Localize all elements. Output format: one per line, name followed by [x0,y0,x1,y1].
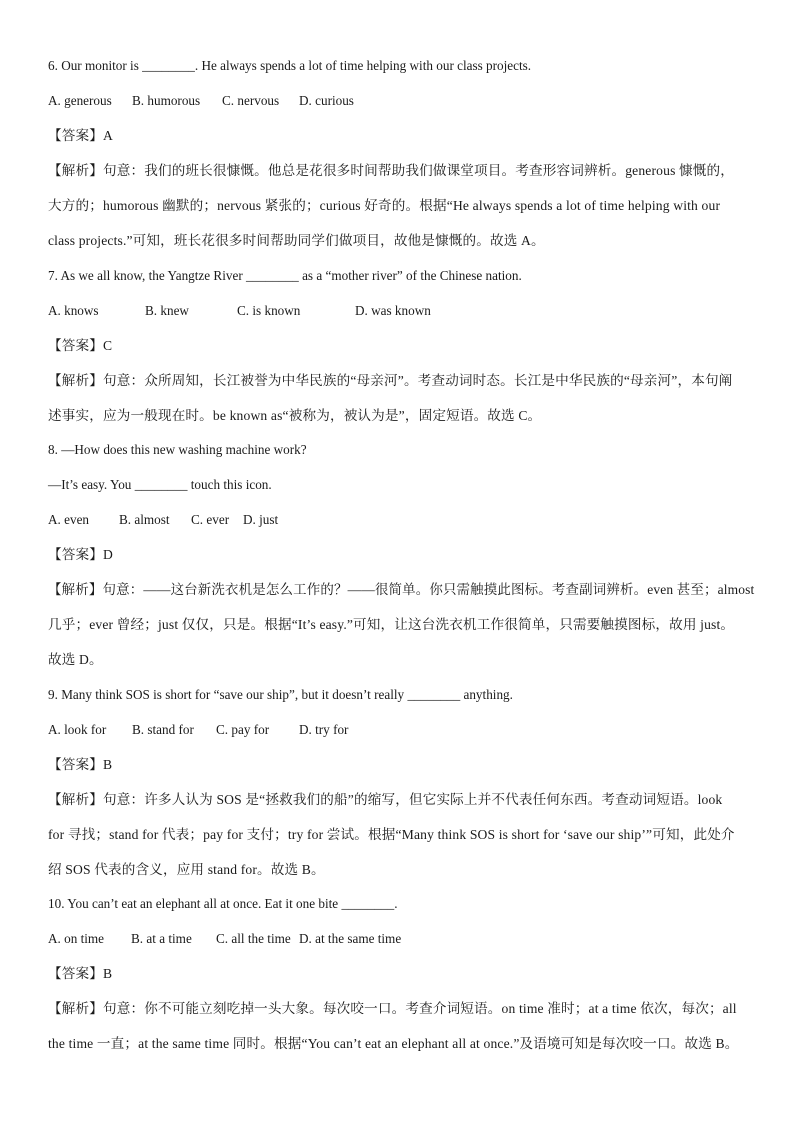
question-7-analysis-line-1: 【解析】句意：众所周知，长江被誉为中华民族的“母亲河”。考查动词时态。长江是中华民族的“母亲河”，本句阐 [48,373,733,388]
option-d: D. try for [299,722,349,737]
question-8-analysis-line-3: 故选 D。 [48,652,103,667]
option-c: C. ever [191,512,230,527]
question-6-analysis-line-2: 大方的；humorous 幽默的；nervous 紧张的；curious 好奇的。根据“He always spends a lot of time helping with our [48,198,721,213]
option-c: C. nervous [222,93,280,108]
option-a: A. even [48,512,90,527]
option-c: C. is known [237,303,301,318]
option-a: A. look for [48,722,107,737]
question-6-analysis-line-1: 【解析】句意：我们的班长很慷慨。他总是花很多时间帮助我们做课堂项目。考查形容词辨析。generous 慷慨的， [48,163,735,178]
question-6-answer: 【答案】A [48,128,113,143]
question-9-options [48,721,348,739]
question-10-options [48,930,401,948]
question-10-analysis-line-2: the time 一直；at the same time 同时。根据“You can’t eat an elephant all at once.”及语境可知是每次咬一口。故选 B。 [48,1036,739,1051]
option-c: C. all the time [216,931,291,946]
question-9-analysis-line-2: for 寻找；stand for 代表；pay for 支付；try for 尝试。根据“Many think SOS is short for ‘save our ship’”可知，此处介 [48,827,735,842]
option-a: A. generous [48,93,112,108]
option-c: C. pay for [216,722,270,737]
question-6-stem: 6. Our monitor is ________. He always spends a lot of time helping with our class projects. [48,58,532,73]
option-b: B. humorous [132,93,201,108]
question-9-analysis-line-3: 绍 SOS 代表的含义，应用 stand for。故选 B。 [48,862,325,877]
question-10-analysis-line-1: 【解析】句意：你不可能立刻吃掉一头大象。每次咬一口。考查介词短语。on time 准时；at a time 依次，每次；all [48,1001,737,1016]
question-7-answer: 【答案】C [48,338,113,353]
question-6-options [48,92,354,110]
question-8-options [48,511,278,529]
question-10-stem: 10. You can’t eat an elephant all at once. Eat it one bite ________. [48,896,398,911]
question-9-analysis-line-1: 【解析】句意：许多人认为 SOS 是“拯救我们的船”的缩写，但它实际上并不代表任何东西。考查动词短语。look [48,792,723,807]
option-d: D. just [243,512,279,527]
question-8-answer: 【答案】D [48,547,113,562]
question-7-options [48,302,431,320]
question-10-answer: 【答案】B [48,966,113,981]
question-7-analysis-line-2: 述事实，应为一般现在时。be known as“被称为，被认为是”，固定短语。故选 C。 [48,408,542,423]
option-a: A. knows [48,303,99,318]
question-8-stem: 8. —How does this new washing machine work? [48,442,307,457]
option-d: D. curious [299,93,354,108]
question-6-analysis-line-3: class projects.”可知，班长花很多时间帮助同学们做项目，故他是慷慨的。故选 A。 [48,233,545,248]
question-9-stem: 9. Many think SOS is short for “save our ship”, but it doesn’t really ________ anything. [48,687,513,702]
option-b: B. at a time [131,931,192,946]
question-8-analysis-line-1: 【解析】句意：——这台新洗衣机是怎么工作的？——很简单。你只需触摸此图标。考查副词辨析。even 甚至；almost [48,582,755,597]
option-d: D. was known [355,303,431,318]
question-8-analysis-line-2: 几乎；ever 曾经；just 仅仅，只是。根据“It’s easy.”可知，让这台洗衣机工作很简单，只需要触摸图标，故用 just。 [48,617,735,632]
question-9-answer: 【答案】B [48,757,113,772]
option-b: B. almost [119,512,170,527]
option-b: B. knew [145,303,189,318]
question-8-stem-reply: —It’s easy. You ________ touch this icon. [48,477,272,492]
question-7-stem: 7. As we all know, the Yangtze River ________ as a “mother river” of the Chinese nation. [48,268,522,283]
option-d: D. at the same time [299,931,402,946]
option-a: A. on time [48,931,105,946]
option-b: B. stand for [132,722,194,737]
